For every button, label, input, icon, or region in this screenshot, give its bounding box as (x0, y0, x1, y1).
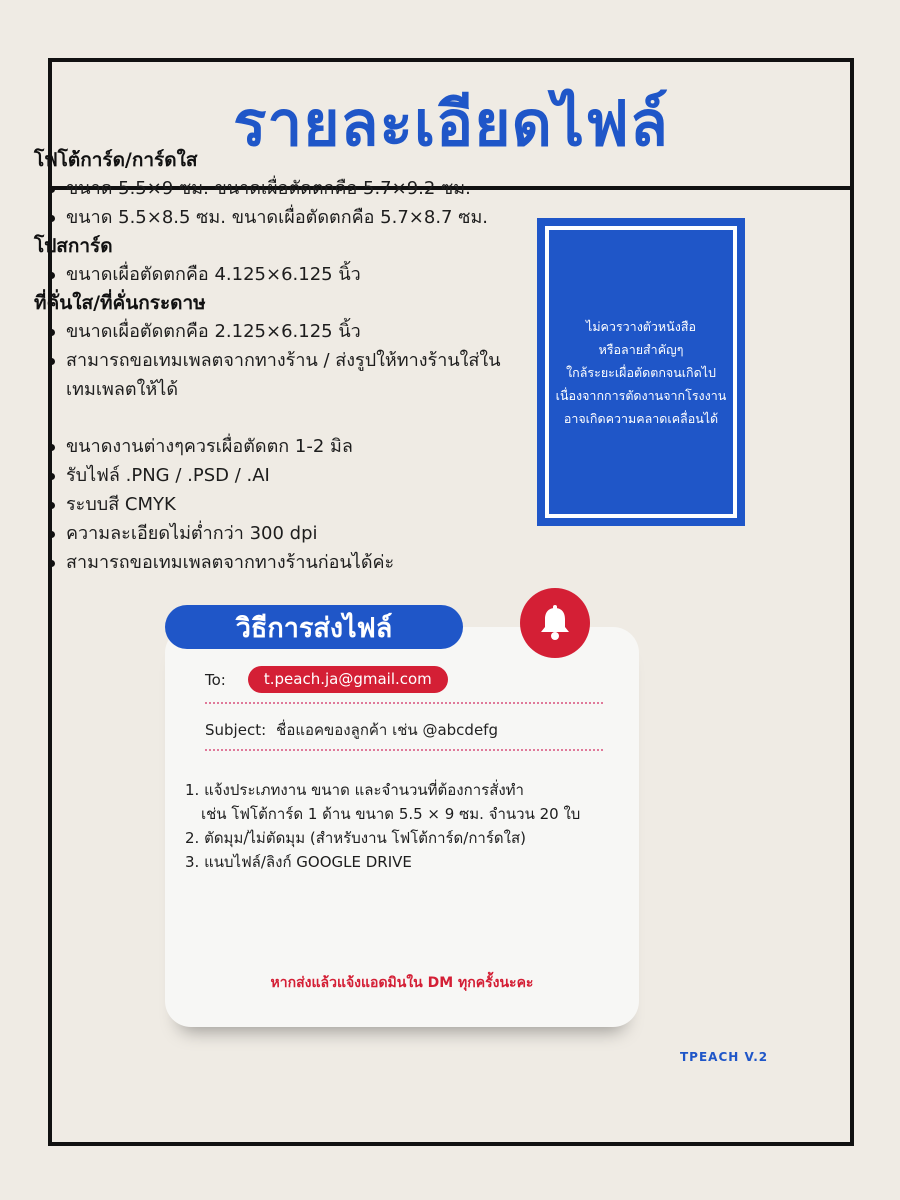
list-item: รับไฟล์ .PNG / .PSD / .AI (34, 461, 544, 490)
section-heading-bookmark: ที่คั่นใส/ที่คั่นกระดาษ (34, 292, 206, 314)
step-item: 3. แนบไฟล์/ลิงก์ GOOGLE DRIVE (185, 853, 412, 871)
divider (205, 702, 603, 704)
section-heading-postcard: โปสการ์ด (34, 235, 113, 257)
subject-value: ชื่อแอคของลูกค้า เช่น @abcdefg (276, 721, 498, 739)
general-list (34, 432, 544, 577)
steps-list (185, 778, 625, 874)
details-content (34, 146, 544, 577)
subject-label: Subject: (205, 721, 267, 739)
page-title: รายละเอียดไฟล์ (233, 87, 669, 160)
notice-line: เนื่องจากการตัดงานจากโรงงาน (555, 387, 727, 403)
notice-line: ไม่ควรวางตัวหนังสือ (586, 318, 696, 334)
section-heading-photocard: โฟโต้การ์ด/การ์ดใส (34, 149, 198, 171)
bell-icon-glyph (538, 605, 572, 641)
notice-text (550, 315, 733, 430)
subject-row (205, 718, 498, 742)
postcard-list (34, 260, 544, 289)
photocard-list (34, 174, 544, 232)
to-row (205, 666, 448, 693)
step-item: 1. แจ้งประเภทงาน ขนาด และจำนวนที่ต้องการสั่งทำ (185, 781, 524, 799)
brand-label: TPEACH V.2 (680, 1050, 769, 1064)
bell-icon (520, 588, 590, 658)
send-file-heading: วิธีการส่งไฟล์ (165, 605, 463, 649)
to-label: To: (205, 670, 226, 689)
list-item: ระบบสี CMYK (34, 490, 544, 519)
notice-box (537, 218, 745, 526)
notice-line: อาจเกิดความคลาดเคลื่อนได้ (563, 410, 719, 426)
list-item: ขนาดงานต่างๆควรเผื่อตัดตก 1-2 มิล (34, 432, 544, 461)
list-item: สามารถขอเทมเพลตจากทางร้านก่อนได้ค่ะ (34, 548, 544, 577)
notice-line: ใกล้ระยะเผื่อตัดตกจนเกิดไป (566, 364, 716, 380)
list-item: ความละเอียดไม่ต่ำกว่า 300 dpi (34, 519, 544, 548)
list-item: ขนาดเผื่อตัดตกคือ 2.125×6.125 นิ้ว (34, 317, 544, 346)
list-item: ขนาด 5.5×9 ซม. ขนาดเผื่อตัดตกคือ 5.7×9.2 ซม. (34, 174, 544, 203)
notice-line: หรือลายสำคัญๆ (598, 341, 684, 357)
list-item: สามารถขอเทมเพลตจากทางร้าน / ส่งรูปให้ทางร้านใส่ในเทมเพลตให้ได้ (34, 346, 544, 404)
bookmark-list (34, 317, 544, 404)
email-address[interactable]: t.peach.ja@gmail.com (248, 666, 448, 693)
notice-inner (545, 226, 737, 518)
list-item: ขนาดเผื่อตัดตกคือ 4.125×6.125 นิ้ว (34, 260, 544, 289)
step-item-continued: เช่น โฟโต้การ์ด 1 ด้าน ขนาด 5.5 × 9 ซม. จำนวน 20 ใบ (201, 805, 581, 823)
divider (205, 749, 603, 751)
list-item: ขนาด 5.5×8.5 ซม. ขนาดเผื่อตัดตกคือ 5.7×8.7 ซม. (34, 203, 544, 232)
footer-note: หากส่งแล้วแจ้งแอดมินใน DM ทุกครั้งนะคะ (270, 975, 534, 991)
step-item: 2. ตัดมุม/ไม่ตัดมุม (สำหรับงาน โฟโต้การ์ด/การ์ดใส) (185, 829, 526, 847)
